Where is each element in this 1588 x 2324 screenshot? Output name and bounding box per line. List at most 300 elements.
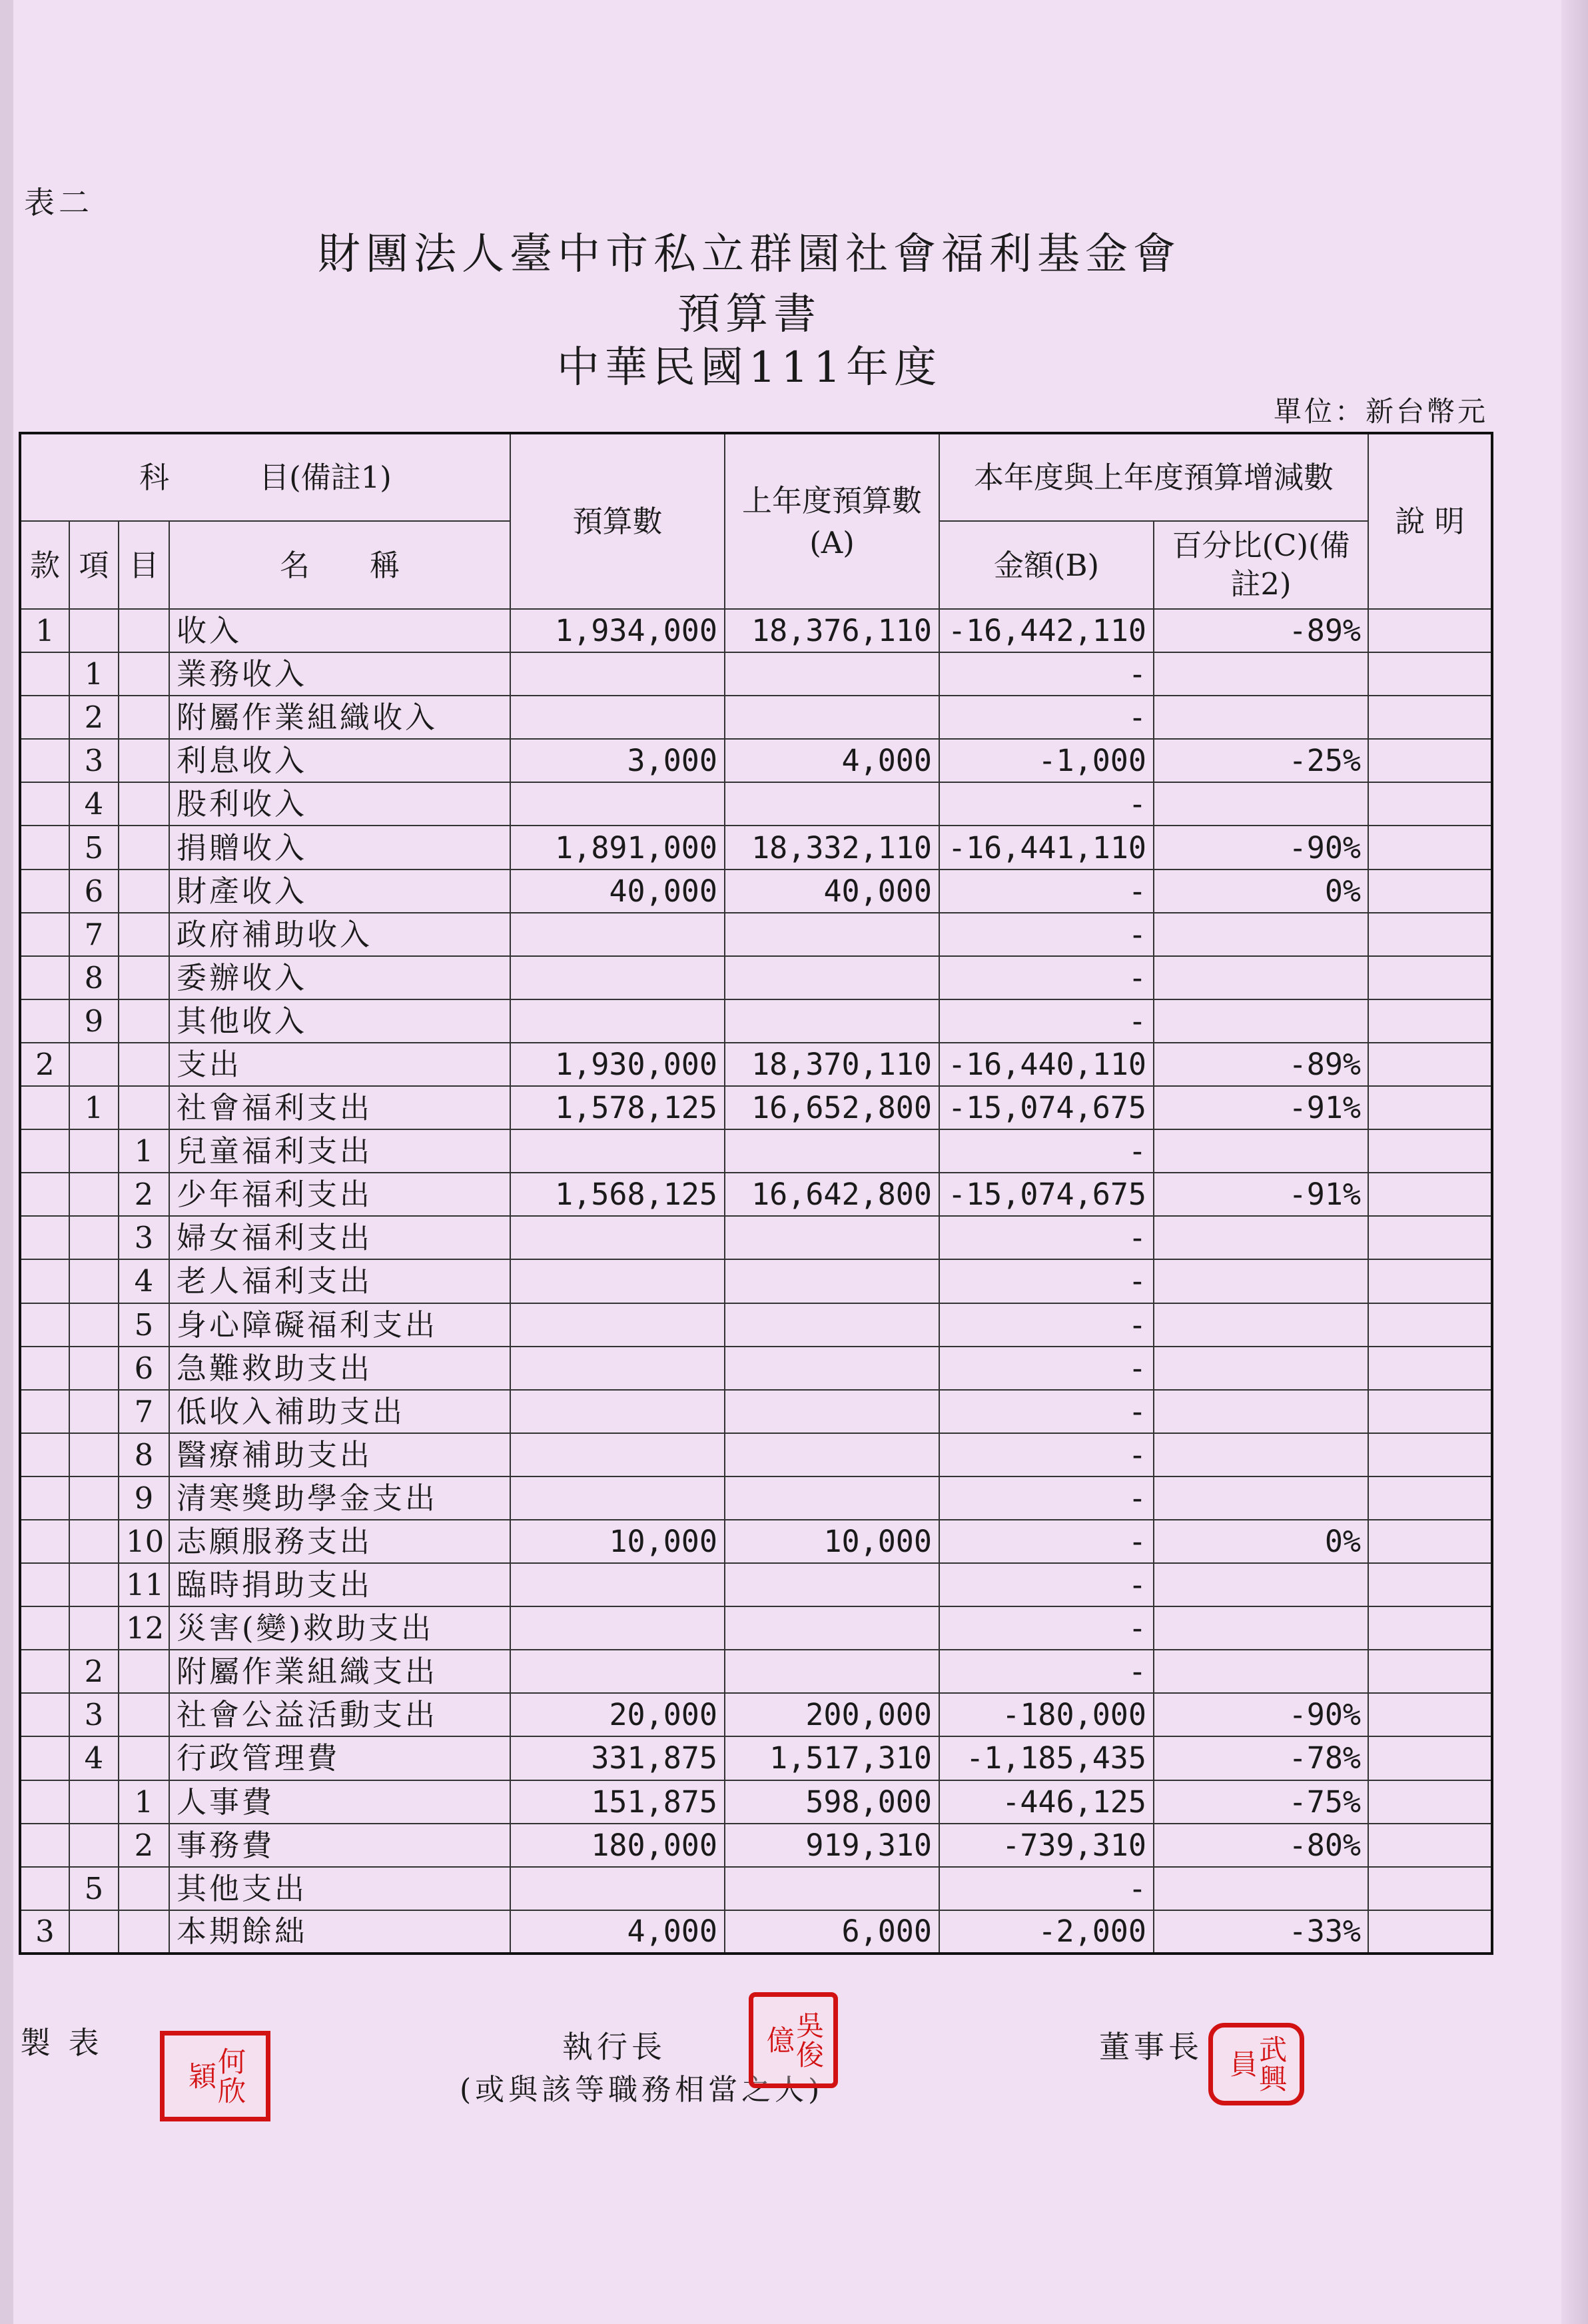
xiang-cell: 1: [69, 1086, 119, 1129]
header-percent: 百分比(C)(備註2): [1154, 521, 1368, 609]
kuan-cell: 2: [20, 1043, 69, 1086]
change-percent-cell: [1154, 1650, 1368, 1693]
prev-budget-cell: [725, 956, 939, 999]
change-amount-cell: -15,074,675: [939, 1173, 1154, 1216]
prev-budget-cell: [725, 782, 939, 826]
change-percent-cell: -25%: [1154, 739, 1368, 782]
xiang-cell: 1: [69, 652, 119, 696]
change-amount-cell: -: [939, 652, 1154, 696]
note-cell: [1368, 913, 1492, 956]
xiang-cell: [69, 1563, 119, 1606]
change-percent-cell: 0%: [1154, 870, 1368, 913]
prev-budget-cell: 919,310: [725, 1824, 939, 1867]
mu-cell: [119, 870, 169, 913]
name-cell: 捐贈收入: [169, 826, 510, 869]
table-row: [20, 739, 1492, 782]
note-cell: [1368, 782, 1492, 826]
change-percent-cell: -80%: [1154, 1824, 1368, 1867]
kuan-cell: [20, 1347, 69, 1390]
budget-cell: 180,000: [510, 1824, 725, 1867]
mu-cell: [119, 696, 169, 739]
xiang-cell: 3: [69, 739, 119, 782]
org-title: 財團法人臺中市私立群園社會福利基金會: [318, 230, 1181, 279]
budget-cell: [510, 1606, 725, 1650]
kuan-cell: [20, 1650, 69, 1693]
table-row: [20, 696, 1492, 739]
maker-seal: 何欣穎: [160, 2031, 270, 2121]
currency-unit: 單位：新台幣元: [1273, 395, 1488, 428]
mu-cell: 1: [119, 1129, 169, 1173]
mu-cell: [119, 739, 169, 782]
change-percent-cell: [1154, 1476, 1368, 1520]
kuan-cell: [20, 1216, 69, 1259]
table-row: [20, 1520, 1492, 1563]
name-cell: 老人福利支出: [169, 1259, 510, 1303]
name-cell: 急難救助支出: [169, 1347, 510, 1390]
maker-label: 製 表: [20, 2025, 103, 2061]
note-cell: [1368, 1693, 1492, 1736]
mu-cell: 2: [119, 1173, 169, 1216]
budget-cell: 1,568,125: [510, 1173, 725, 1216]
table-row: [20, 782, 1492, 826]
change-amount-cell: -: [939, 1129, 1154, 1173]
table-row: [20, 826, 1492, 869]
table-row: [20, 1867, 1492, 1910]
budget-cell: [510, 1650, 725, 1693]
table-row: [20, 1693, 1492, 1736]
kuan-cell: [20, 913, 69, 956]
name-cell: 志願服務支出: [169, 1520, 510, 1563]
mu-cell: 3: [119, 1216, 169, 1259]
kuan-cell: [20, 1867, 69, 1910]
note-cell: [1368, 1824, 1492, 1867]
change-percent-cell: [1154, 1129, 1368, 1173]
prev-budget-cell: 16,652,800: [725, 1086, 939, 1129]
change-amount-cell: -: [939, 1433, 1154, 1476]
fiscal-year: 中華民國111年度: [556, 343, 943, 392]
prev-budget-cell: [725, 1476, 939, 1520]
note-cell: [1368, 1086, 1492, 1129]
note-cell: [1368, 1606, 1492, 1650]
change-amount-cell: -: [939, 1347, 1154, 1390]
note-cell: [1368, 739, 1492, 782]
prev-budget-cell: [725, 1867, 939, 1910]
mu-cell: [119, 913, 169, 956]
kuan-cell: [20, 1606, 69, 1650]
table-row: [20, 870, 1492, 913]
kuan-cell: [20, 1390, 69, 1433]
kuan-cell: [20, 1824, 69, 1867]
header-kuan: 款: [20, 521, 69, 609]
header-xiang: 項: [69, 521, 119, 609]
change-amount-cell: -: [939, 999, 1154, 1043]
note-cell: [1368, 1780, 1492, 1824]
prev-budget-cell: [725, 652, 939, 696]
table-row: [20, 1043, 1492, 1086]
name-cell: 事務費: [169, 1824, 510, 1867]
name-cell: 股利收入: [169, 782, 510, 826]
change-amount-cell: -: [939, 1520, 1154, 1563]
table-row: [20, 1303, 1492, 1347]
budget-cell: 3,000: [510, 739, 725, 782]
kuan-cell: [20, 1563, 69, 1606]
budget-cell: [510, 913, 725, 956]
note-cell: [1368, 1867, 1492, 1910]
budget-cell: 40,000: [510, 870, 725, 913]
budget-cell: [510, 956, 725, 999]
name-cell: 其他支出: [169, 1867, 510, 1910]
name-cell: 附屬作業組織支出: [169, 1650, 510, 1693]
kuan-cell: [20, 1173, 69, 1216]
table-row: [20, 1476, 1492, 1520]
kuan-cell: [20, 1520, 69, 1563]
xiang-cell: [69, 1173, 119, 1216]
name-cell: 臨時捐助支出: [169, 1563, 510, 1606]
change-amount-cell: -: [939, 1563, 1154, 1606]
kuan-cell: [20, 870, 69, 913]
budget-cell: 1,578,125: [510, 1086, 725, 1129]
budget-cell: [510, 1867, 725, 1910]
mu-cell: [119, 652, 169, 696]
prev-budget-cell: 18,370,110: [725, 1043, 939, 1086]
budget-cell: 1,891,000: [510, 826, 725, 869]
chair-label: 董事長: [1099, 2029, 1203, 2065]
mu-cell: [119, 1086, 169, 1129]
kuan-cell: [20, 999, 69, 1043]
name-cell: 低收入補助支出: [169, 1390, 510, 1433]
table-row: [20, 1433, 1492, 1476]
name-cell: 本期餘絀: [169, 1910, 510, 1954]
budget-table: [19, 432, 1493, 1955]
xiang-cell: 7: [69, 913, 119, 956]
change-amount-cell: -: [939, 1606, 1154, 1650]
table-row: [20, 1910, 1492, 1954]
prev-budget-cell: [725, 1129, 939, 1173]
mu-cell: 10: [119, 1520, 169, 1563]
prev-budget-cell: 10,000: [725, 1520, 939, 1563]
prev-budget-cell: 6,000: [725, 1910, 939, 1954]
kuan-cell: [20, 1693, 69, 1736]
mu-cell: 8: [119, 1433, 169, 1476]
budget-cell: 10,000: [510, 1520, 725, 1563]
header-prev-budget: 上年度預算數(A): [725, 433, 939, 609]
mu-cell: 1: [119, 1780, 169, 1824]
xiang-cell: [69, 1520, 119, 1563]
kuan-cell: [20, 1736, 69, 1780]
change-amount-cell: -446,125: [939, 1780, 1154, 1824]
note-cell: [1368, 999, 1492, 1043]
change-amount-cell: -1,185,435: [939, 1736, 1154, 1780]
xiang-cell: 4: [69, 1736, 119, 1780]
kuan-cell: [20, 1303, 69, 1347]
xiang-cell: 4: [69, 782, 119, 826]
scan-edge-right: [1561, 0, 1588, 2324]
kuan-cell: [20, 956, 69, 999]
mu-cell: [119, 1736, 169, 1780]
xiang-cell: 2: [69, 1650, 119, 1693]
mu-cell: [119, 1043, 169, 1086]
note-cell: [1368, 1173, 1492, 1216]
change-percent-cell: [1154, 1867, 1368, 1910]
xiang-cell: [69, 1606, 119, 1650]
xiang-cell: [69, 1043, 119, 1086]
change-amount-cell: -739,310: [939, 1824, 1154, 1867]
note-cell: [1368, 1347, 1492, 1390]
note-cell: [1368, 1259, 1492, 1303]
kuan-cell: [20, 1780, 69, 1824]
header-name: 名 稱: [169, 521, 510, 609]
note-cell: [1368, 1650, 1492, 1693]
prev-budget-cell: [725, 1216, 939, 1259]
table-row: [20, 956, 1492, 999]
mu-cell: [119, 609, 169, 652]
change-amount-cell: -15,074,675: [939, 1086, 1154, 1129]
note-cell: [1368, 1563, 1492, 1606]
change-percent-cell: [1154, 1303, 1368, 1347]
note-cell: [1368, 956, 1492, 999]
change-percent-cell: [1154, 956, 1368, 999]
header-amount: 金額(B): [939, 521, 1154, 609]
prev-budget-cell: 18,376,110: [725, 609, 939, 652]
table-row: [20, 1347, 1492, 1390]
budget-cell: 1,934,000: [510, 609, 725, 652]
name-cell: 人事費: [169, 1780, 510, 1824]
change-amount-cell: -1,000: [939, 739, 1154, 782]
kuan-cell: [20, 652, 69, 696]
prev-budget-cell: 200,000: [725, 1693, 939, 1736]
xiang-cell: 8: [69, 956, 119, 999]
note-cell: [1368, 1476, 1492, 1520]
name-cell: 災害(變)救助支出: [169, 1606, 510, 1650]
name-cell: 婦女福利支出: [169, 1216, 510, 1259]
change-amount-cell: -: [939, 913, 1154, 956]
note-cell: [1368, 1433, 1492, 1476]
change-percent-cell: -91%: [1154, 1086, 1368, 1129]
note-cell: [1368, 870, 1492, 913]
prev-budget-cell: [725, 1303, 939, 1347]
document-title: 預算書: [677, 290, 821, 339]
mu-cell: 5: [119, 1303, 169, 1347]
table-row: [20, 999, 1492, 1043]
name-cell: 其他收入: [169, 999, 510, 1043]
mu-cell: 2: [119, 1824, 169, 1867]
change-amount-cell: -: [939, 782, 1154, 826]
header-item: 科 目(備註1): [20, 433, 510, 521]
xiang-cell: [69, 1347, 119, 1390]
kuan-cell: [20, 826, 69, 869]
kuan-cell: [20, 1433, 69, 1476]
kuan-cell: [20, 1476, 69, 1520]
budget-cell: [510, 1433, 725, 1476]
change-percent-cell: [1154, 1259, 1368, 1303]
budget-cell: 20,000: [510, 1693, 725, 1736]
change-amount-cell: -: [939, 1650, 1154, 1693]
prev-budget-cell: [725, 1563, 939, 1606]
ceo-label: 執行長: [562, 2029, 666, 2065]
prev-budget-cell: [725, 696, 939, 739]
header-budget: 預算數: [510, 433, 725, 609]
change-amount-cell: -: [939, 956, 1154, 999]
change-amount-cell: -: [939, 1216, 1154, 1259]
table-row: [20, 1129, 1492, 1173]
name-cell: 政府補助收入: [169, 913, 510, 956]
header-note: 說 明: [1368, 433, 1492, 609]
prev-budget-cell: [725, 1347, 939, 1390]
xiang-cell: [69, 1910, 119, 1954]
prev-budget-cell: 16,642,800: [725, 1173, 939, 1216]
change-percent-cell: -89%: [1154, 609, 1368, 652]
name-cell: 收入: [169, 609, 510, 652]
change-amount-cell: -: [939, 1303, 1154, 1347]
xiang-cell: 5: [69, 826, 119, 869]
name-cell: 兒童福利支出: [169, 1129, 510, 1173]
xiang-cell: [69, 609, 119, 652]
header-mu: 目: [119, 521, 169, 609]
note-cell: [1368, 652, 1492, 696]
kuan-cell: [20, 1129, 69, 1173]
table-row: [20, 609, 1492, 652]
prev-budget-cell: 40,000: [725, 870, 939, 913]
note-cell: [1368, 1216, 1492, 1259]
table-row: [20, 1563, 1492, 1606]
prev-budget-cell: [725, 1259, 939, 1303]
mu-cell: 7: [119, 1390, 169, 1433]
budget-cell: 4,000: [510, 1910, 725, 1954]
budget-cell: [510, 782, 725, 826]
kuan-cell: [20, 1086, 69, 1129]
table-row: [20, 1650, 1492, 1693]
change-amount-cell: -: [939, 1476, 1154, 1520]
budget-cell: [510, 1259, 725, 1303]
kuan-cell: [20, 782, 69, 826]
change-amount-cell: -: [939, 1259, 1154, 1303]
name-cell: 醫療補助支出: [169, 1433, 510, 1476]
note-cell: [1368, 1043, 1492, 1086]
change-amount-cell: -2,000: [939, 1910, 1154, 1954]
change-percent-cell: -33%: [1154, 1910, 1368, 1954]
budget-cell: [510, 652, 725, 696]
name-cell: 社會公益活動支出: [169, 1693, 510, 1736]
change-percent-cell: 0%: [1154, 1520, 1368, 1563]
mu-cell: [119, 826, 169, 869]
change-percent-cell: [1154, 1563, 1368, 1606]
form-label: 表二: [24, 185, 93, 221]
prev-budget-cell: [725, 1390, 939, 1433]
name-cell: 社會福利支出: [169, 1086, 510, 1129]
change-percent-cell: [1154, 652, 1368, 696]
name-cell: 利息收入: [169, 739, 510, 782]
prev-budget-cell: [725, 1606, 939, 1650]
change-amount-cell: -16,440,110: [939, 1043, 1154, 1086]
change-percent-cell: -78%: [1154, 1736, 1368, 1780]
xiang-cell: [69, 1390, 119, 1433]
table-row: [20, 1606, 1492, 1650]
ceo-seal: 吳俊億: [749, 1992, 838, 2088]
change-percent-cell: -75%: [1154, 1780, 1368, 1824]
change-percent-cell: [1154, 1433, 1368, 1476]
budget-cell: [510, 1216, 725, 1259]
change-percent-cell: -90%: [1154, 1693, 1368, 1736]
xiang-cell: 3: [69, 1693, 119, 1736]
xiang-cell: [69, 1476, 119, 1520]
note-cell: [1368, 1736, 1492, 1780]
change-amount-cell: -180,000: [939, 1693, 1154, 1736]
prev-budget-cell: 1,517,310: [725, 1736, 939, 1780]
table-row: [20, 1390, 1492, 1433]
mu-cell: [119, 956, 169, 999]
kuan-cell: 1: [20, 609, 69, 652]
name-cell: 行政管理費: [169, 1736, 510, 1780]
change-percent-cell: [1154, 1606, 1368, 1650]
budget-cell: [510, 696, 725, 739]
kuan-cell: [20, 696, 69, 739]
xiang-cell: 6: [69, 870, 119, 913]
note-cell: [1368, 1520, 1492, 1563]
name-cell: 身心障礙福利支出: [169, 1303, 510, 1347]
mu-cell: 4: [119, 1259, 169, 1303]
ceo-note: (或與該等職務相當之人): [460, 2073, 824, 2107]
name-cell: 財產收入: [169, 870, 510, 913]
change-percent-cell: -89%: [1154, 1043, 1368, 1086]
xiang-cell: 2: [69, 696, 119, 739]
xiang-cell: [69, 1824, 119, 1867]
table-row: [20, 652, 1492, 696]
prev-budget-cell: [725, 913, 939, 956]
mu-cell: [119, 1867, 169, 1910]
change-percent-cell: [1154, 1216, 1368, 1259]
budget-cell: [510, 1303, 725, 1347]
table-row: [20, 1216, 1492, 1259]
budget-cell: [510, 1129, 725, 1173]
table-row: [20, 913, 1492, 956]
prev-budget-cell: 598,000: [725, 1780, 939, 1824]
budget-cell: 1,930,000: [510, 1043, 725, 1086]
change-amount-cell: -16,441,110: [939, 826, 1154, 869]
name-cell: 委辦收入: [169, 956, 510, 999]
xiang-cell: [69, 1129, 119, 1173]
table-row: [20, 1173, 1492, 1216]
change-percent-cell: [1154, 1390, 1368, 1433]
chair-seal: 武興員: [1208, 2023, 1304, 2105]
table-row: [20, 1086, 1492, 1129]
xiang-cell: 9: [69, 999, 119, 1043]
table-row: [20, 1259, 1492, 1303]
note-cell: [1368, 1129, 1492, 1173]
change-percent-cell: -91%: [1154, 1173, 1368, 1216]
change-percent-cell: [1154, 1347, 1368, 1390]
change-percent-cell: [1154, 696, 1368, 739]
budget-cell: 151,875: [510, 1780, 725, 1824]
note-cell: [1368, 1303, 1492, 1347]
header-change: 本年度與上年度預算增減數: [939, 433, 1368, 521]
budget-cell: [510, 1563, 725, 1606]
mu-cell: 9: [119, 1476, 169, 1520]
budget-cell: [510, 999, 725, 1043]
mu-cell: [119, 782, 169, 826]
prev-budget-cell: [725, 1433, 939, 1476]
budget-cell: [510, 1390, 725, 1433]
budget-cell: 331,875: [510, 1736, 725, 1780]
table-row: [20, 1736, 1492, 1780]
name-cell: 少年福利支出: [169, 1173, 510, 1216]
xiang-cell: [69, 1303, 119, 1347]
xiang-cell: [69, 1780, 119, 1824]
prev-budget-cell: [725, 999, 939, 1043]
xiang-cell: 5: [69, 1867, 119, 1910]
change-amount-cell: -: [939, 1390, 1154, 1433]
change-percent-cell: [1154, 913, 1368, 956]
name-cell: 附屬作業組織收入: [169, 696, 510, 739]
